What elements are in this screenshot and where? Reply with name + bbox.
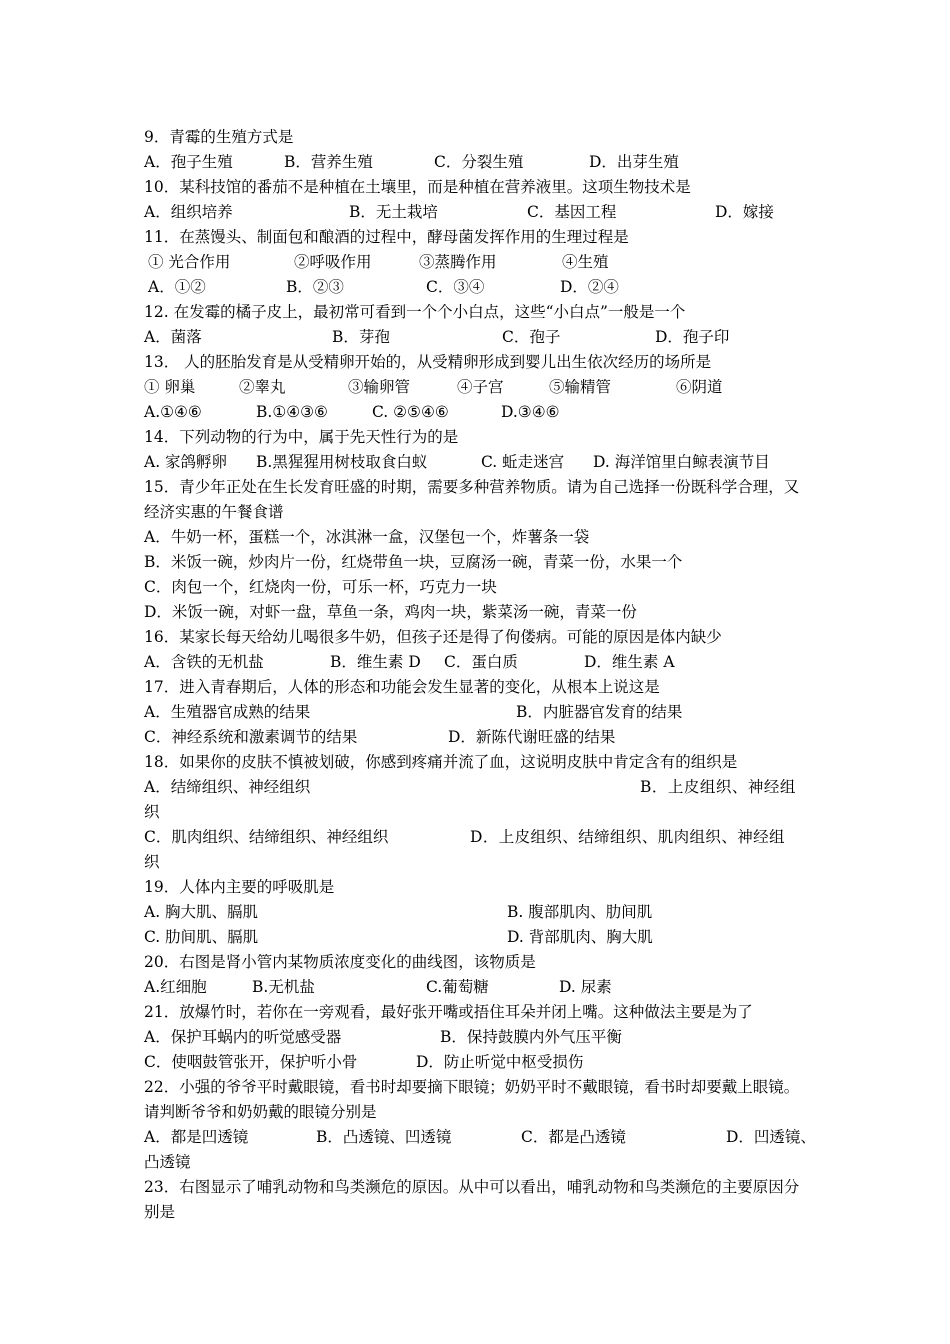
option-row — [144, 700, 814, 725]
question-stem: 22．小强的爷爷平时戴眼镜，看书时却要摘下眼镜；奶奶平时不戴眼镜，看书时却要戴上眼镜。请判断爷爷和奶奶戴的眼镜分别是 — [144, 1078, 800, 1121]
question-stem: 13． 人的胚胎发育是从受精卵开始的，从受精卵形成到婴儿出生依次经历的场所是 — [144, 353, 712, 371]
option-row — [144, 825, 814, 850]
item: ④子宫 — [457, 378, 504, 396]
option-b: B．保持鼓膜内外气压平衡 — [440, 1028, 622, 1046]
option-row — [144, 325, 814, 350]
option-row — [144, 150, 814, 175]
option-a: A．牛奶一杯，蛋糕一个，冰淇淋一盒，汉堡包一个，炸薯条一袋 — [144, 528, 590, 546]
option-d: D．维生素 A — [584, 653, 675, 671]
option-row — [144, 650, 814, 675]
question-stem: 20．右图是肾小管内某物质浓度变化的曲线图，该物质是 — [144, 953, 536, 971]
option-a: A.①④⑥ — [144, 403, 202, 421]
item-row — [144, 250, 814, 275]
option-row — [144, 1025, 814, 1050]
option-d-line2: 织 — [144, 853, 160, 871]
option-c: C．神经系统和激素调节的结果 — [144, 728, 358, 746]
option-d: D. 海洋馆里白鲸表演节目 — [593, 453, 770, 471]
question-stem: 9．青霉的生殖方式是 — [144, 128, 294, 146]
option-row — [144, 925, 814, 950]
option-d-line1: D．凹透镜、 — [726, 1128, 816, 1146]
question-stem: 17．进入青春期后，人体的形态和功能会发生显著的变化，从根本上说这是 — [144, 678, 660, 696]
option-c: C. 肋间肌、膈肌 — [144, 928, 259, 946]
option-a: A. 家鸽孵卵 — [144, 453, 228, 471]
option-b: B．内脏器官发育的结果 — [516, 703, 683, 721]
option-row — [144, 975, 814, 1000]
option-row — [144, 1125, 814, 1150]
option-c: C．使咽鼓管张开，保护听小骨 — [144, 1053, 358, 1071]
option-c: C．肌肉组织、结缔组织、神经组织 — [144, 828, 389, 846]
item: ③蒸腾作用 — [419, 253, 497, 271]
option-b: B．营养生殖 — [284, 153, 373, 171]
option-a: A．孢子生殖 — [144, 153, 233, 171]
option-a: A．生殖器官成熟的结果 — [144, 703, 311, 721]
option-c: C．肉包一个，红烧肉一份，可乐一杯，巧克力一块 — [144, 578, 497, 596]
question-stem: 19．人体内主要的呼吸肌是 — [144, 878, 335, 896]
option-row — [144, 400, 814, 425]
option-d: D．防止听觉中枢受损伤 — [416, 1053, 584, 1071]
question-stem: 12. 在发霉的橘子皮上，最初常可看到一个个小白点，这些“小白点”一般是一个 — [144, 303, 686, 321]
option-b-line2: 织 — [144, 803, 160, 821]
option-a: A．保护耳蜗内的听觉感受器 — [144, 1028, 342, 1046]
option-row — [144, 1050, 814, 1075]
question-stem: 18．如果你的皮肤不慎被划破，你感到疼痛并流了血，这说明皮肤中肯定含有的组织是 — [144, 753, 738, 771]
option-row — [144, 900, 814, 925]
item: ③输卵管 — [348, 378, 411, 396]
option-d: D. 尿素 — [559, 978, 612, 996]
question-stem: 15．青少年正处在生长发育旺盛的时期，需要多种营养物质。请为自己选择一份既科学合理，又经济实惠的午餐食谱 — [144, 478, 800, 521]
option-d-line2: 凸透镜 — [144, 1153, 191, 1171]
item: ① 卵巢 — [144, 378, 196, 396]
option-b: B．②③ — [286, 278, 344, 296]
question-stem: 11．在蒸馒头、制面包和酿酒的过程中，酵母菌发挥作用的生理过程是 — [144, 228, 629, 246]
option-d: D．新陈代谢旺盛的结果 — [448, 728, 616, 746]
item: ⑥阴道 — [676, 378, 723, 396]
option-row — [144, 275, 814, 300]
question-stem: 23．右图显示了哺乳动物和鸟类濒危的原因。从中可以看出，哺乳动物和鸟类濒危的主要原因分别是 — [144, 1178, 800, 1221]
option-d: D．出芽生殖 — [589, 153, 679, 171]
option-b: B．米饭一碗，炒肉片一份，红烧带鱼一块，豆腐汤一碗，青菜一份，水果一个 — [144, 553, 683, 571]
item: ④生殖 — [562, 253, 609, 271]
question-stem: 16．某家长每天给幼儿喝很多牛奶，但孩子还是得了佝偻病。可能的原因是体内缺少 — [144, 628, 722, 646]
option-a: A．都是凹透镜 — [144, 1128, 249, 1146]
option-d: D．②④ — [560, 278, 619, 296]
option-b-line1: B．上皮组织、神经组 — [640, 778, 796, 796]
option-a: A．①② — [148, 278, 206, 296]
option-a: A．菌落 — [144, 328, 202, 346]
option-c: C. 蚯走迷宫 — [481, 453, 565, 471]
item: ⑤输精管 — [549, 378, 612, 396]
question-stem: 14．下列动物的行为中，属于先天性行为的是 — [144, 428, 459, 446]
option-c: C. ②⑤④⑥ — [372, 403, 449, 421]
option-d: D．米饭一碗，对虾一盘，草鱼一条，鸡肉一块，紫菜汤一碗，青菜一份 — [144, 603, 637, 621]
option-row — [144, 200, 814, 225]
option-b: B.无机盐 — [252, 978, 315, 996]
question-stem: 10．某科技馆的番茄不是种植在土壤里，而是种植在营养液里。这项生物技术是 — [144, 178, 691, 196]
question-stem: 21．放爆竹时，若你在一旁观看，最好张开嘴或捂住耳朵并闭上嘴。这种做法主要是为了 — [144, 1003, 753, 1021]
option-row — [144, 725, 814, 750]
item-row — [144, 375, 814, 400]
option-c: C．③④ — [426, 278, 485, 296]
option-row — [144, 450, 814, 475]
item: ②睾丸 — [239, 378, 286, 396]
option-b: B.①④③⑥ — [256, 403, 328, 421]
option-c: C.葡萄糖 — [426, 978, 489, 996]
option-a: A. 胸大肌、膈肌 — [144, 903, 259, 921]
option-b: B．芽孢 — [332, 328, 390, 346]
option-b: B. 腹部肌肉、肋间肌 — [507, 903, 653, 921]
option-a: A．含铁的无机盐 — [144, 653, 264, 671]
option-d: D.③④⑥ — [501, 403, 560, 421]
option-b: B．维生素 D — [330, 653, 421, 671]
option-d: D．孢子印 — [655, 328, 730, 346]
item: ① 光合作用 — [148, 253, 231, 271]
option-c: C．蛋白质 — [444, 653, 518, 671]
option-d-line1: D．上皮组织、结缔组织、肌肉组织、神经组 — [470, 828, 785, 846]
option-c: C．基因工程 — [527, 203, 617, 221]
option-a: A．结缔组织、神经组织 — [144, 778, 311, 796]
option-b: B.黑猩猩用树枝取食白蚁 — [256, 453, 428, 471]
option-b: B．无土栽培 — [349, 203, 438, 221]
option-c: C．孢子 — [502, 328, 561, 346]
item: ②呼吸作用 — [294, 253, 372, 271]
option-a: A．组织培养 — [144, 203, 233, 221]
option-d: D．嫁接 — [715, 203, 774, 221]
option-a: A.红细胞 — [144, 978, 207, 996]
option-c: C．都是凸透镜 — [521, 1128, 626, 1146]
option-d: D. 背部肌肉、胸大肌 — [507, 928, 653, 946]
option-b: B．凸透镜、凹透镜 — [316, 1128, 452, 1146]
option-c: C．分裂生殖 — [434, 153, 524, 171]
